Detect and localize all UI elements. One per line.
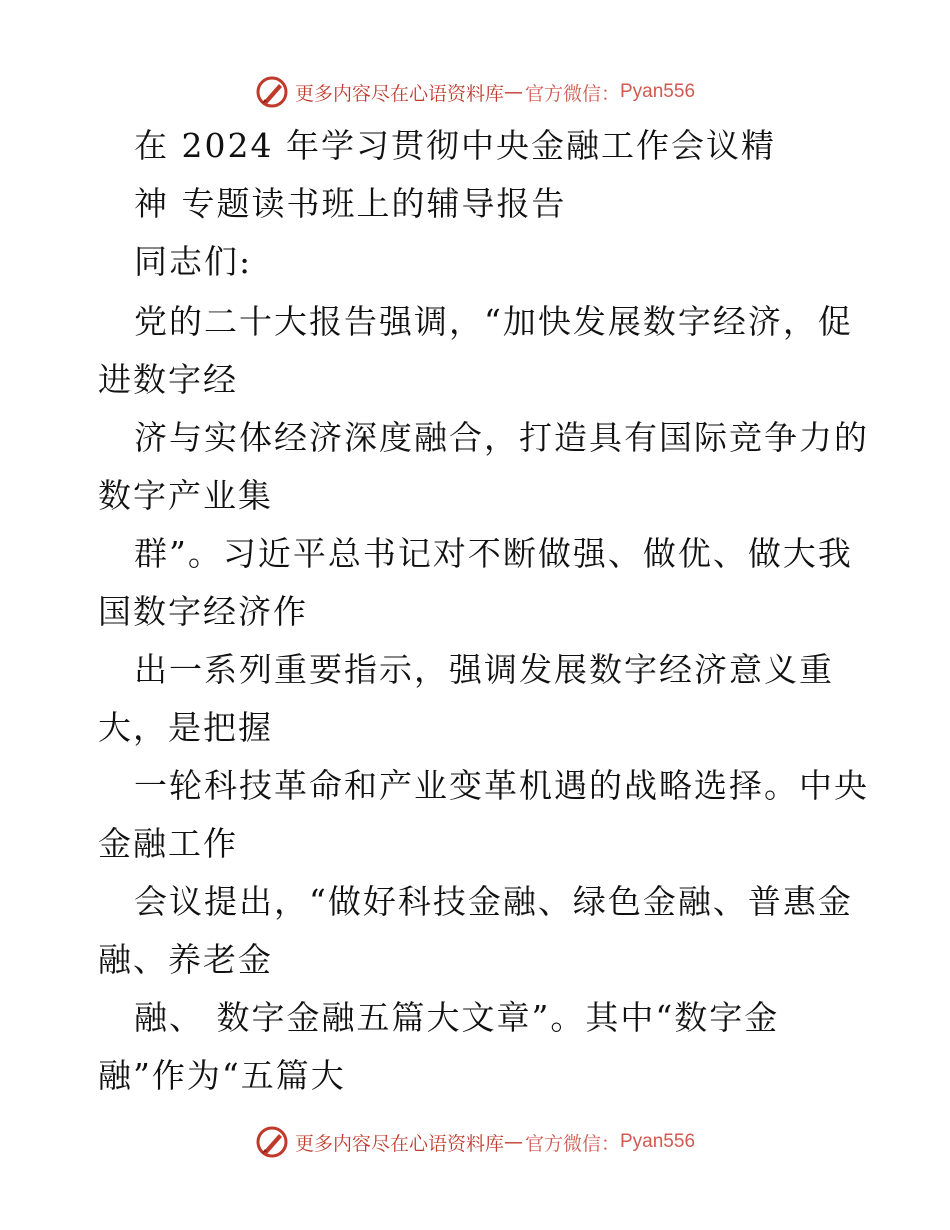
- banner-wechat-id: Pyan556: [620, 81, 696, 102]
- body-line: 一轮科技革命和产业变革机遇的战略选择。中央: [134, 766, 869, 805]
- banner-wechat-label: 官方微信：: [524, 1132, 620, 1155]
- body-line: 党的二十大报告强调，“加快发展数字经济，促: [134, 302, 853, 341]
- pen-logo-icon: [255, 75, 289, 109]
- title-line-2: 神 专题读书班上的辅导报告: [134, 184, 567, 223]
- pen-logo-icon: [255, 1125, 289, 1159]
- banner-dash: —: [503, 1131, 523, 1153]
- banner-dash: —: [503, 81, 523, 103]
- body-line: 济与实体经济深度融合，打造具有国际竞争力的: [134, 418, 869, 457]
- footer-watermark-banner: [0, 1122, 950, 1162]
- title-line-1: 在 2024 年学习贯彻中央金融工作会议精: [134, 126, 776, 165]
- body-line: 融、养老金: [98, 940, 273, 979]
- banner-wechat-id: Pyan556: [620, 1131, 696, 1152]
- body-line: 金融工作: [98, 824, 238, 863]
- body-line: 融、 数字金融五篇大文章”。其中“数字金: [134, 998, 780, 1037]
- body-line: 进数字经: [98, 360, 238, 399]
- banner-text: 更多内容尽在心语资料库: [294, 1132, 504, 1155]
- body-line: 会议提出，“做好科技金融、绿色金融、普惠金: [134, 882, 853, 921]
- header-watermark-banner: [0, 72, 950, 112]
- body-line: 出一系列重要指示，强调发展数字经济意义重: [134, 650, 834, 689]
- body-line: 融”作为“五篇大: [98, 1056, 346, 1095]
- body-line: 群”。习近平总书记对不断做强、做优、做大我: [134, 534, 853, 573]
- salutation: 同志们:: [134, 242, 253, 281]
- banner-wechat-label: 官方微信：: [524, 82, 620, 105]
- body-line: 大，是把握: [98, 708, 273, 747]
- body-line: 国数字经济作: [98, 592, 308, 631]
- banner-text: 更多内容尽在心语资料库: [294, 82, 504, 105]
- body-line: 数字产业集: [98, 476, 273, 515]
